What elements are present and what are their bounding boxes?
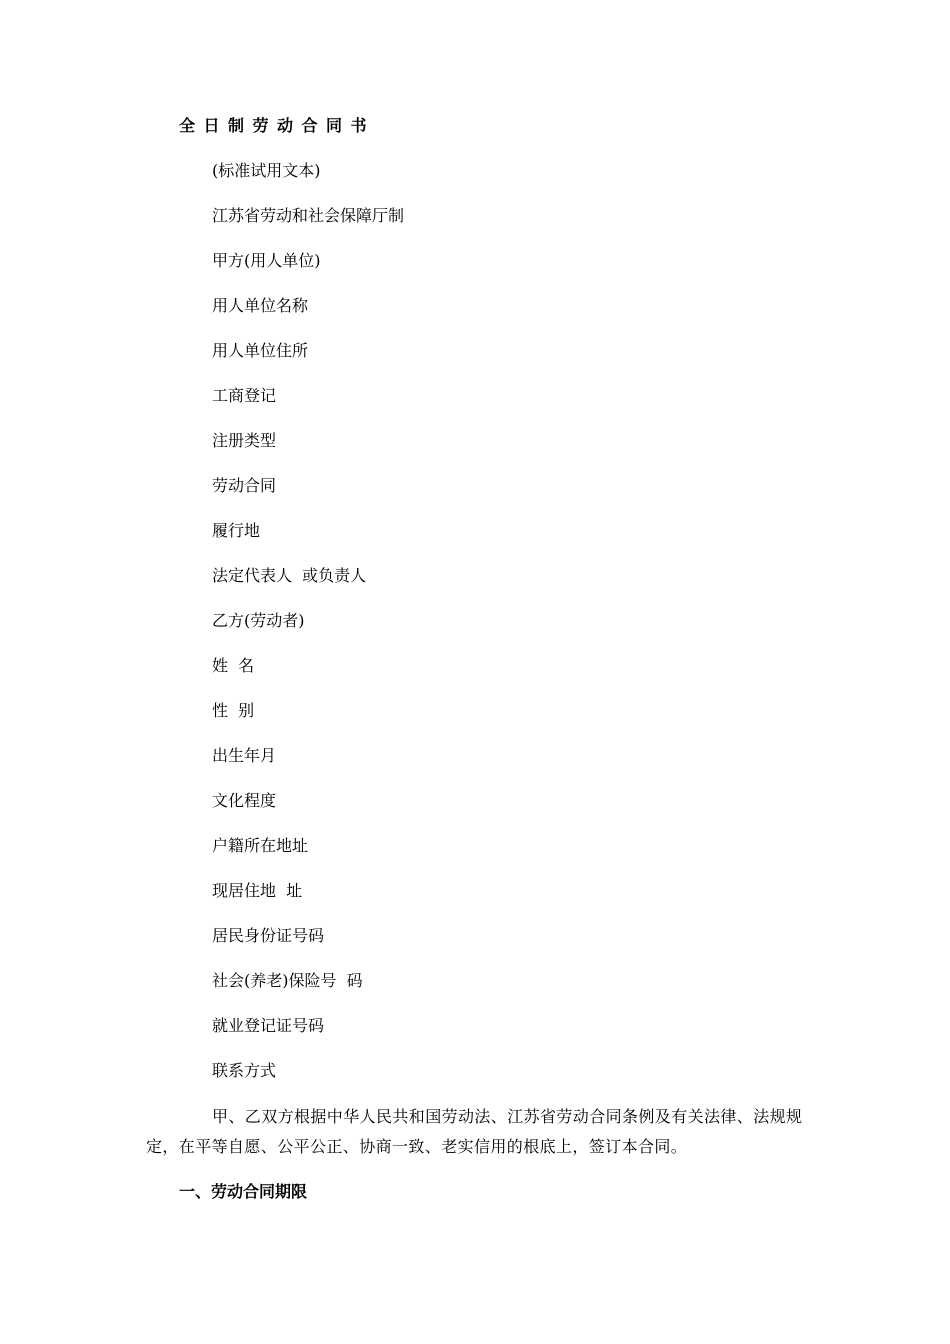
field-business-registration: 工商登记 (212, 386, 277, 405)
contract-field-list (212, 159, 404, 1104)
field-legal-representative: 法定代表人 或负责人 (212, 566, 367, 585)
field-employment-registration-number: 就业登记证号码 (212, 1016, 325, 1035)
document-subtitle: (标准试用文本) (212, 161, 321, 180)
field-birth-date: 出生年月 (212, 746, 277, 765)
field-social-insurance-number: 社会(养老)保险号 码 (212, 971, 363, 990)
field-employer-address: 用人单位住所 (212, 341, 309, 360)
field-registration-type: 注册类型 (212, 431, 277, 450)
field-labor-contract: 劳动合同 (212, 476, 277, 495)
field-name: 姓 名 (212, 656, 255, 675)
field-household-address: 户籍所在地址 (212, 836, 309, 855)
field-employer-name: 用人单位名称 (212, 296, 309, 315)
field-party-b: 乙方(劳动者) (212, 611, 305, 630)
section-heading-contract-term: 一、劳动合同期限 (179, 1182, 308, 1201)
field-id-number: 居民身份证号码 (212, 926, 325, 945)
field-party-a: 甲方(用人单位) (212, 251, 321, 270)
field-current-address: 现居住地 址 (212, 881, 303, 900)
field-education: 文化程度 (212, 791, 277, 810)
field-performance-place: 履行地 (212, 521, 261, 540)
field-gender: 性 别 (212, 701, 255, 720)
document-title: 全日制劳动合同书 (179, 116, 376, 135)
preamble-paragraph: 甲、乙双方根据中华人民共和国劳动法、江苏省劳动合同条例及有关法律、法规规定，在平等自愿、公平公正、协商一致、老实信用的根底上，签订本合同。 (146, 1107, 803, 1156)
field-contact-info: 联系方式 (212, 1061, 277, 1080)
document-issuer: 江苏省劳动和社会保障厅制 (212, 206, 405, 225)
